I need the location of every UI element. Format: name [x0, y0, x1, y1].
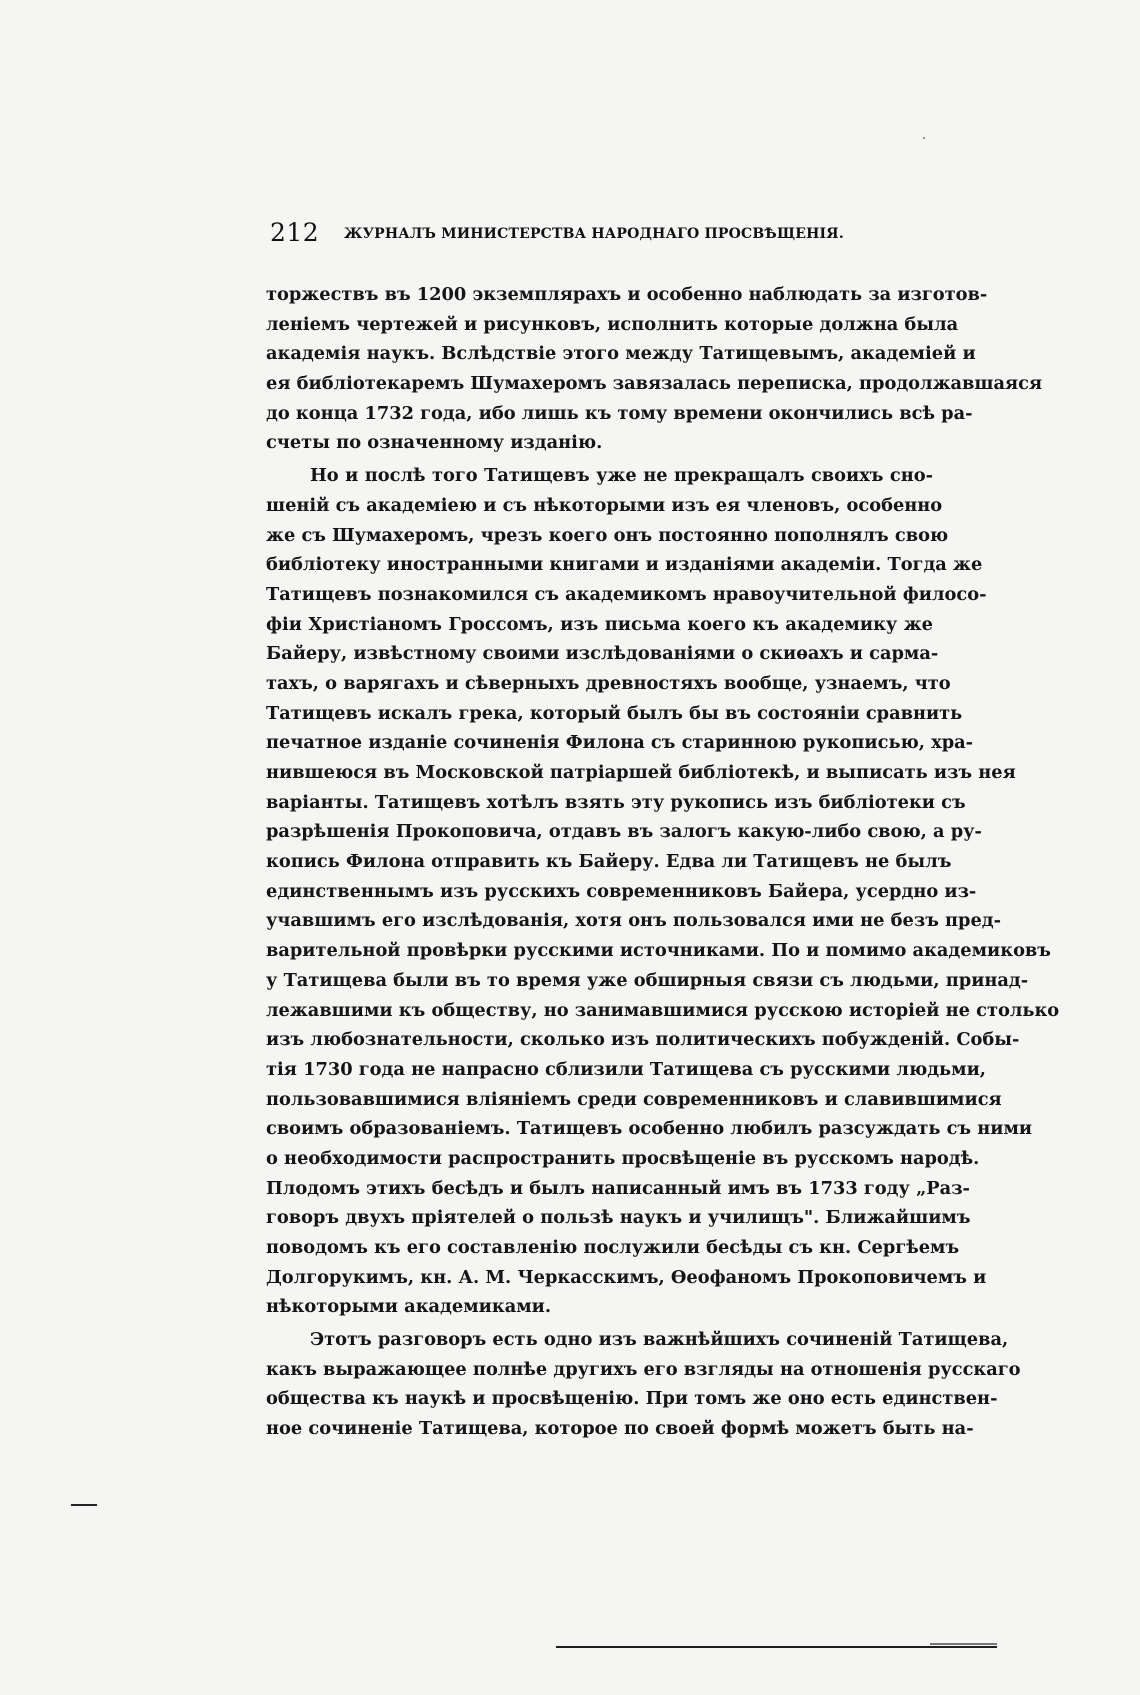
- text-line: Байеру, извѣстному своими изслѣдованіями о скиѳахъ и сарма-: [266, 643, 939, 665]
- text-line: ея библіотекаремъ Шумахеромъ завязалась переписка, продолжавшаяся: [266, 373, 1043, 395]
- text-line: тія 1730 года не напрасно сблизили Татищева съ русскими людьми,: [266, 1058, 986, 1080]
- text-line: общества къ наукѣ и просвѣщенію. При томъ же оно есть единствен-: [266, 1388, 998, 1410]
- text-line: Долгорукимъ, кн. А. М. Черкасскимъ, Ѳеофаномъ Прокоповичемъ и: [266, 1266, 987, 1288]
- text-line: Плодомъ этихъ бесѣдъ и былъ написанный имъ въ 1733 году „Раз-: [266, 1177, 970, 1199]
- text-line: копись Филона отправить къ Байеру. Едва ли Татищевъ не былъ: [266, 851, 952, 873]
- body-text: [266, 280, 1060, 1447]
- text-line: нѣкоторыми академиками.: [266, 1296, 552, 1318]
- text-line: библіотеку иностранными книгами и изданіями академіи. Тогда же: [266, 554, 983, 576]
- paragraph: [266, 280, 1043, 458]
- scan-speck: [923, 137, 925, 139]
- page-header: [270, 218, 915, 252]
- text-line: до конца 1732 года, ибо лишь къ тому времени окончились всѣ ра-: [266, 402, 973, 424]
- text-line: ное сочиненіе Татищева, которое по своей формѣ можетъ быть на-: [266, 1418, 974, 1440]
- page-number: 212: [270, 218, 320, 247]
- paragraph: [266, 1325, 1021, 1444]
- text-line: же съ Шумахеромъ, чрезъ коего онъ постоянно пополнялъ свою: [266, 524, 949, 546]
- text-line: изъ любознательности, сколько изъ политическихъ побужденій. Собы-: [266, 1029, 1020, 1051]
- text-line: Татищевъ искалъ грека, который былъ бы въ состояніи сравнить: [266, 702, 963, 724]
- text-line: пользовавшимися вліяніемъ среди современниковъ и славившимися: [266, 1088, 1002, 1110]
- text-line: торжествъ въ 1200 экземплярахъ и особенно наблюдать за изготов-: [266, 284, 988, 305]
- text-line: Но и послѣ того Татищевъ уже не прекращалъ своихъ сно-: [310, 465, 933, 487]
- text-line: нившеюся въ Московской патріаршей библіотекѣ, и выписать изъ нея: [266, 762, 1016, 783]
- text-line: Этотъ разговоръ есть одно изъ важнѣйшихъ сочиненій Татищева,: [310, 1329, 1009, 1351]
- bottom-rule: [556, 1646, 997, 1648]
- text-line: счеты по означенному изданію.: [266, 432, 603, 454]
- text-line: Татищевъ познакомился съ академикомъ нравоучительной филосо-: [266, 583, 987, 605]
- text-line: леніемъ чертежей и рисунковъ, исполнить которые должна была: [266, 313, 959, 335]
- text-line: своимъ образованіемъ. Татищевъ особенно любилъ разсуждать съ ними: [266, 1118, 1033, 1140]
- text-line: шеній съ академіею и съ нѣкоторыми изъ ея членовъ, особенно: [266, 494, 943, 516]
- text-line: лежавшими къ обществу, но занимавшимися русскою исторіей не столько: [266, 999, 1060, 1021]
- text-line: о необходимости распространить просвѣщеніе въ русскомъ народѣ.: [266, 1147, 980, 1169]
- text-line: у Татищева были въ то время уже обширныя связи съ людьми, принад-: [266, 969, 1029, 991]
- text-line: фіи Христіаномъ Гроссомъ, изъ письма коего къ академику же: [266, 613, 933, 635]
- text-line: поводомъ къ его составленію послужили бесѣды съ кн. Сергѣемъ: [266, 1237, 960, 1258]
- text-line: какъ выражающее полнѣе другихъ его взгляды на отношенія русскаго: [266, 1358, 1021, 1380]
- text-line: разрѣшенія Прокоповича, отдавъ въ залогъ какую-либо свою, а ру-: [266, 821, 982, 843]
- text-line: тахъ, о варягахъ и сѣверныхъ древностяхъ вообще, узнаемъ, что: [266, 672, 951, 694]
- text-line: академія наукъ. Вслѣдствіе этого между Татищевымъ, академіей и: [266, 343, 976, 365]
- text-line: варительной провѣрки русскими источниками. По и помимо академиковъ: [266, 940, 1051, 962]
- running-title: ЖУРНАЛЪ МИНИСТЕРСТВА НАРОДНАГО ПРОСВѢЩЕНІЯ.: [344, 226, 844, 242]
- text-line: печатное изданіе сочиненія Филона съ старинною рукописью, хра-: [266, 732, 974, 754]
- margin-mark: [71, 1504, 97, 1506]
- text-line: учавшимъ его изслѣдованія, хотя онъ пользовался ими не безъ пред-: [266, 910, 1002, 932]
- text-line: единственнымъ изъ русскихъ современниковъ Байера, усердно из-: [266, 880, 977, 902]
- bottom-rule-fade: [930, 1643, 997, 1645]
- paragraph: [266, 461, 1060, 1322]
- text-line: варіанты. Татищевъ хотѣлъ взять эту рукопись изъ библіотеки съ: [266, 791, 966, 813]
- text-line: говоръ двухъ пріятелей о пользѣ наукъ и училищъ". Ближайшимъ: [266, 1207, 971, 1229]
